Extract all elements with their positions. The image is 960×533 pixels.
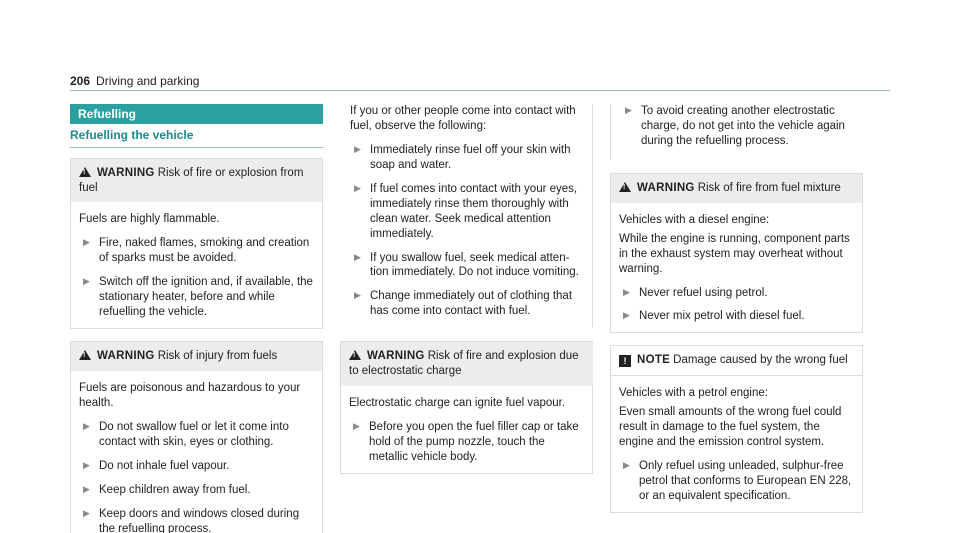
note-text: Even small amounts of the wrong fuel could result in damage to the fuel system, the engine and the emission control system. — [619, 406, 842, 449]
arrow-bullet-icon: ▶ — [83, 237, 90, 248]
warning-header — [71, 342, 322, 371]
arrow-bullet-icon: ▶ — [83, 276, 90, 287]
warning-icon — [349, 350, 361, 360]
list-item: ▶ Keep doors and windows closed during the refuelling process. — [79, 507, 314, 533]
warning-box-fire — [70, 158, 323, 330]
arrow-bullet-icon: ▶ — [623, 286, 630, 297]
arrow-bullet-icon: ▶ — [83, 420, 90, 431]
list-item: ▶ Only refuel using unleaded, sulphur-free petrol that conforms to European EN 228, or an equivalent specification. — [619, 459, 854, 504]
warning-header — [71, 159, 322, 203]
arrow-bullet-icon: ▶ — [353, 421, 360, 432]
warning-intro: Fuels are highly flammable. — [79, 213, 220, 226]
list-item: ▶ Do not swallow fuel or let it come into contact with skin, eyes or clothing. — [79, 420, 314, 450]
continued-warning-content — [610, 104, 863, 159]
column-3 — [610, 104, 863, 513]
list-item: ▶ Never mix petrol with diesel fuel. — [619, 309, 854, 324]
arrow-bullet-icon: ▶ — [625, 105, 632, 115]
list-item: ▶ Never refuel using petrol. — [619, 286, 854, 301]
arrow-bullet-icon: ▶ — [354, 143, 361, 154]
arrow-bullet-icon: ▶ — [83, 483, 90, 494]
note-header — [611, 346, 862, 376]
warning-intro: Vehicles with a diesel engine: — [619, 213, 770, 226]
warning-box-injury — [70, 341, 323, 533]
warning-title: Risk of fire and explosion due to electrostatic charge — [349, 350, 579, 378]
warning-header — [611, 174, 862, 203]
warning-title: Risk of fire from fuel mixture — [697, 181, 841, 194]
arrow-bullet-icon: ▶ — [354, 251, 361, 262]
page-number: 206 — [70, 74, 91, 88]
column-2 — [340, 104, 593, 474]
section-title: Refuelling — [70, 104, 323, 124]
list-item: ▶ Keep children away from fuel. — [79, 483, 314, 498]
note-box-wrong-fuel — [610, 345, 863, 513]
arrow-bullet-icon: ▶ — [623, 310, 630, 321]
arrow-bullet-icon: ▶ — [623, 460, 630, 471]
column-1 — [70, 104, 323, 533]
warning-keyword: WARNING — [367, 350, 425, 363]
intro-text: If you or other people come into contact with fuel, observe the following: — [350, 105, 576, 132]
subsection-title: Refuelling the vehicle — [70, 128, 323, 148]
warning-keyword: WARNING — [97, 166, 155, 179]
list-item: ▶ If you swallow fuel, seek medical attention immediately. Do not induce vomiting. — [350, 251, 584, 281]
warning-icon — [79, 350, 91, 360]
list-item: ▶ Change immediately out of clothing that has come into contact with fuel. — [350, 289, 584, 319]
warning-intro: Electrostatic charge can ignite fuel vapour. — [349, 397, 566, 410]
note-title: Damage caused by the wrong fuel — [673, 354, 848, 367]
warning-title: Risk of injury from fuels — [157, 350, 278, 363]
warning-header — [341, 342, 593, 386]
continued-warning-content — [340, 104, 593, 327]
arrow-bullet-icon: ▶ — [83, 507, 90, 518]
warning-icon — [79, 167, 91, 177]
note-keyword: NOTE — [637, 354, 671, 367]
header-divider — [70, 90, 890, 91]
list-item: ▶ Fire, naked flames, smoking and creation of sparks must be avoided. — [79, 236, 314, 266]
warning-box-fuel-mixture — [610, 173, 863, 334]
section-name: Driving and parking — [96, 74, 200, 88]
list-item: ▶ Switch off the ignition and, if available, the stationary heater, before and while refuelling the vehicle. — [79, 275, 314, 320]
list-item: ▶ If fuel comes into contact with your eyes, immediately rinse them thoroughly with clean water. Seek medical attention immediately. — [350, 182, 584, 242]
note-intro: Vehicles with a petrol engine: — [619, 387, 768, 400]
warning-keyword: WARNING — [97, 350, 155, 363]
warning-box-electrostatic — [340, 341, 593, 474]
warning-intro: Fuels are poisonous and hazardous to your health. — [79, 382, 301, 409]
arrow-bullet-icon: ▶ — [354, 290, 361, 301]
page-header — [70, 74, 199, 90]
list-item: ▶ Before you open the fuel filler cap or take hold of the pump nozzle, touch the metallic vehicle body. — [349, 420, 584, 465]
warning-keyword: WARNING — [637, 181, 695, 194]
list-item: ▶ Immediately rinse fuel off your skin with soap and water. — [350, 143, 584, 173]
warning-text: While the engine is running, component parts in the exhaust system may overheat without warning. — [619, 232, 850, 275]
arrow-bullet-icon: ▶ — [83, 459, 90, 470]
arrow-bullet-icon: ▶ — [354, 182, 361, 193]
note-icon: ! — [619, 355, 631, 367]
list-item: ▶ Do not inhale fuel vapour. — [79, 459, 314, 474]
list-item: ▶ To avoid creating another electrostatic charge, do not get into the vehicle again during the refuelling process. — [621, 104, 855, 149]
warning-title: Risk of fire or explosion from fuel — [79, 166, 304, 194]
warning-icon — [619, 182, 631, 192]
